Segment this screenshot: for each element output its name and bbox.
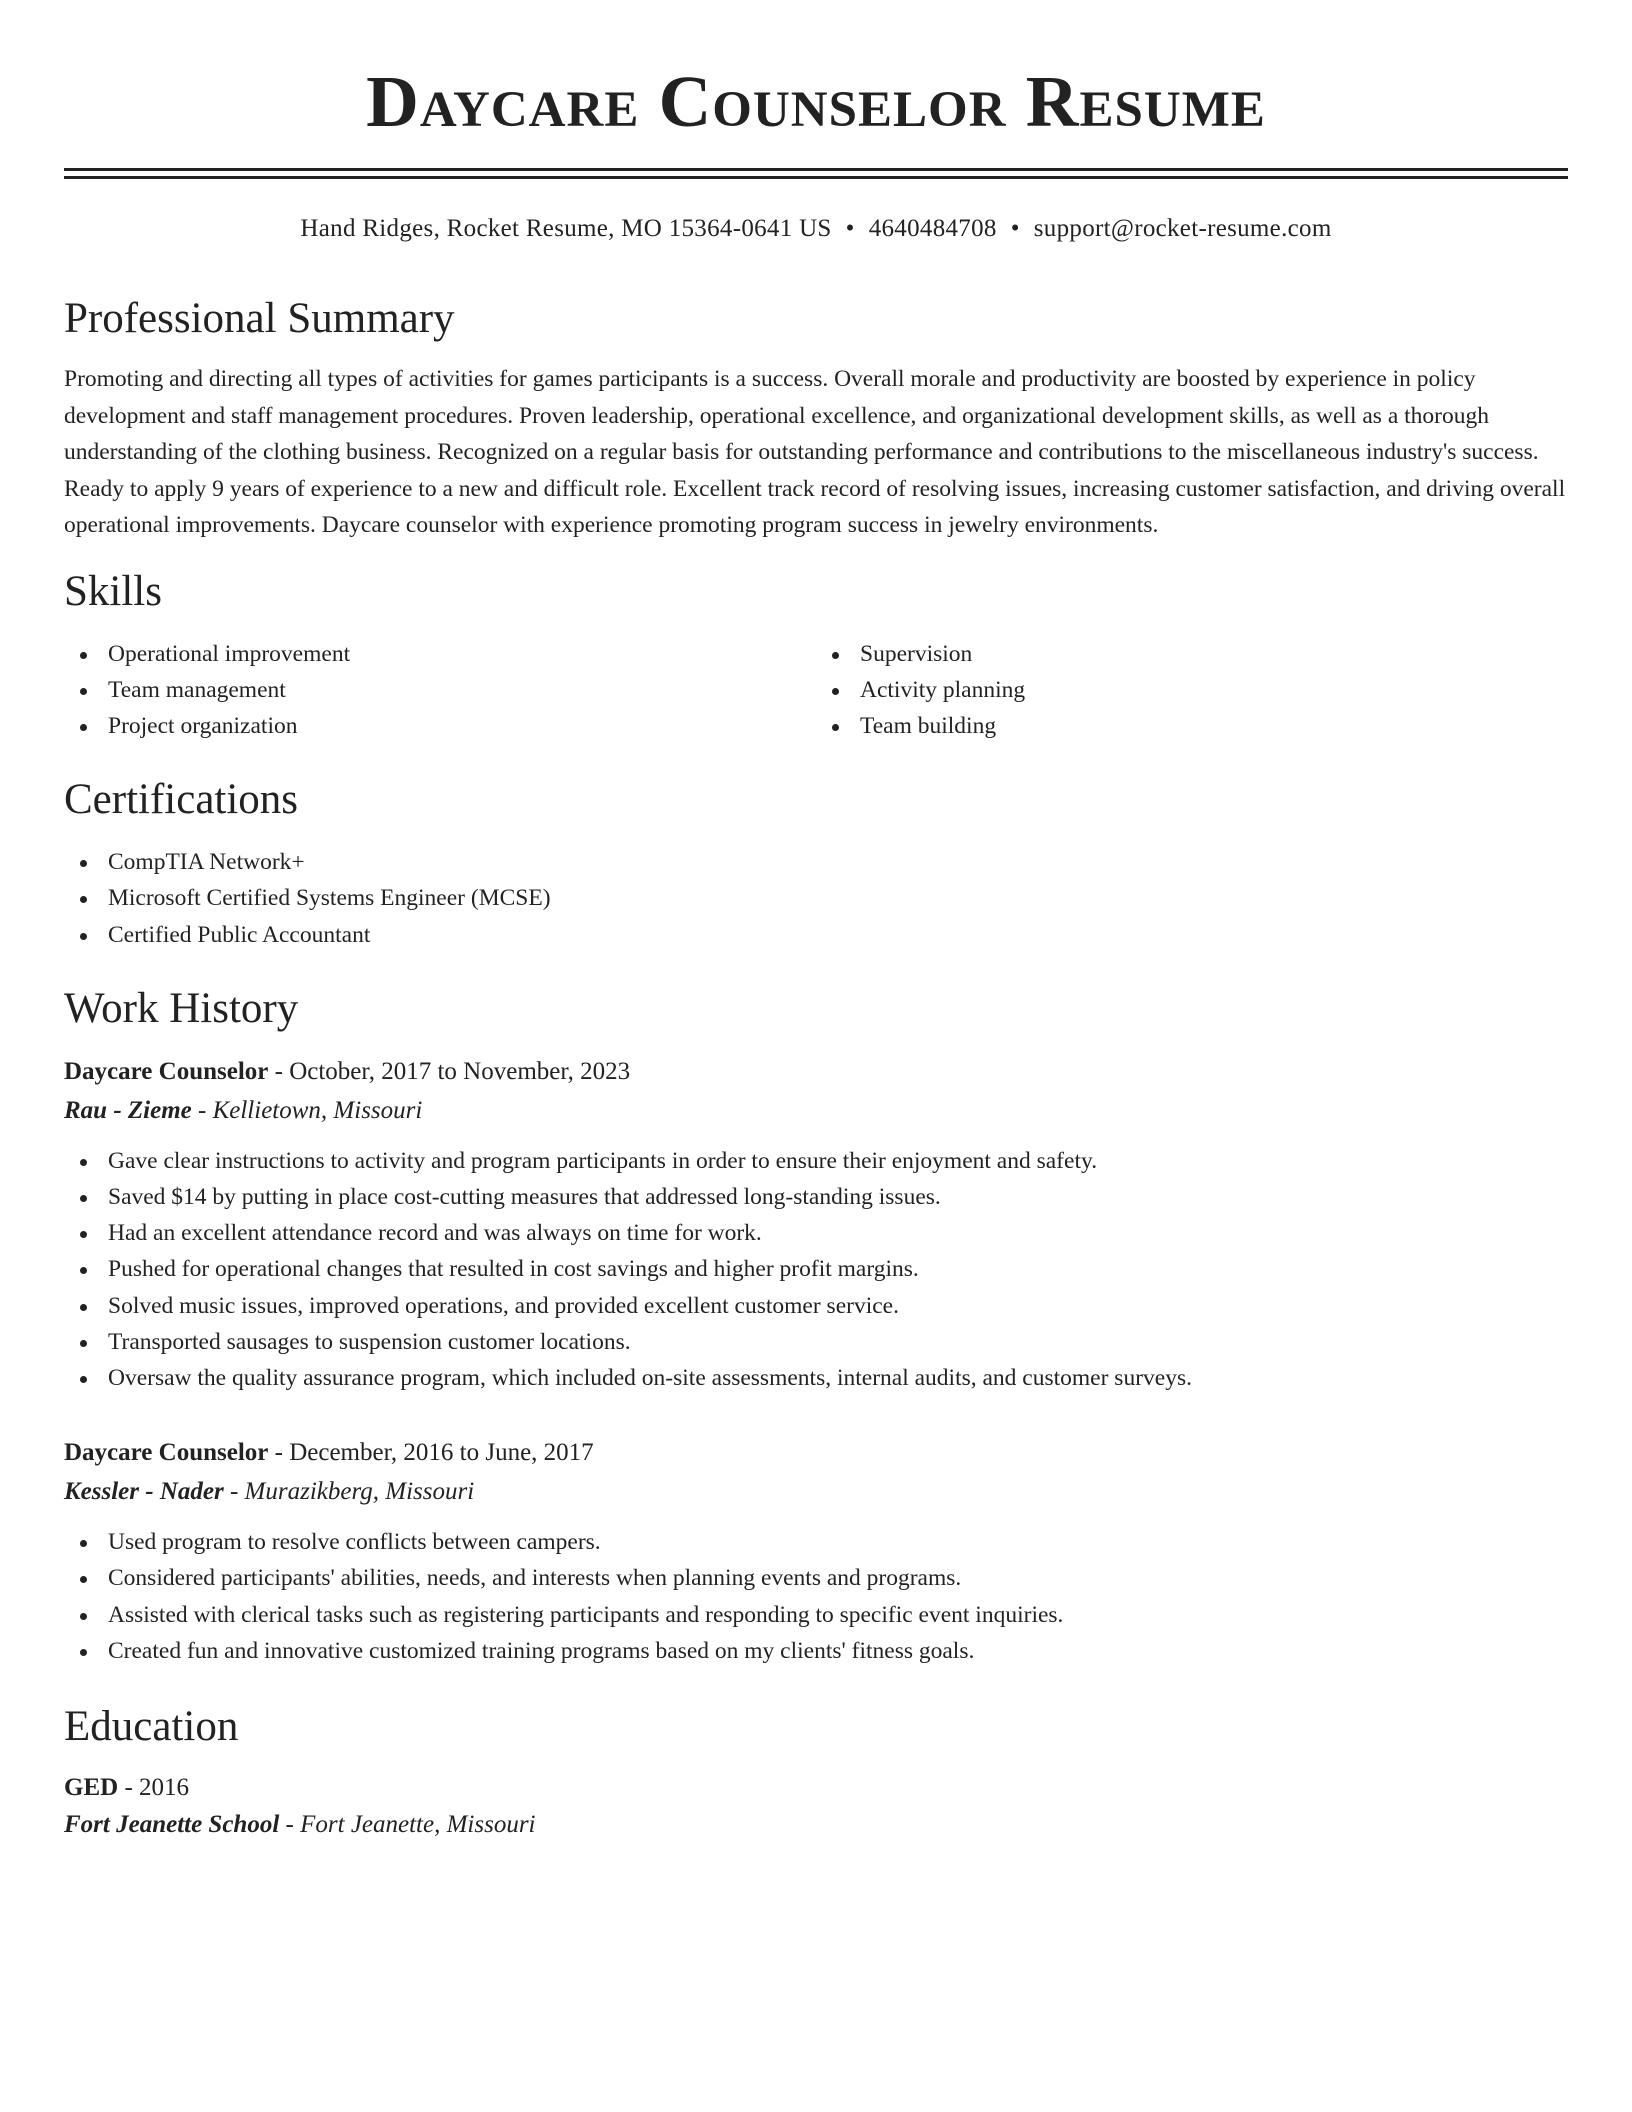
contact-phone: 4640484708 (868, 215, 997, 242)
education-degree: GED (64, 1773, 119, 1801)
skills-list-right (816, 636, 1568, 745)
certifications-heading: Certifications (64, 776, 299, 824)
skills-heading: Skills (64, 567, 162, 615)
skills-columns (64, 636, 1568, 745)
job-duty: Oversaw the quality assurance program, which included on-site assessments, internal audits, and customer surveys. (108, 1360, 1568, 1396)
summary-heading: Professional Summary (64, 295, 455, 342)
contact-line (64, 213, 1568, 245)
job-duty: Saved $14 by putting in place cost-cutting measures that addressed long-standing issues. (108, 1179, 1568, 1215)
skill-item: Team building (860, 708, 1568, 744)
job-duty: Had an excellent attendance record and was always on time for work. (108, 1215, 1568, 1251)
education-heading: Education (64, 1702, 239, 1750)
job-title-line (64, 1434, 1568, 1472)
contact-separator: • (845, 215, 855, 242)
job-location: Kellietown, Missouri (212, 1096, 423, 1124)
job-dates: December, 2016 to June, 2017 (289, 1439, 594, 1467)
skill-item: Project organization (108, 708, 816, 744)
skill-item: Supervision (860, 636, 1568, 672)
job-duty: Gave clear instructions to activity and program participants in order to ensure their enjoyment and safety. (108, 1143, 1568, 1179)
summary-text: Promoting and directing all types of activities for games participants is a success. Overall morale and productivity are boosted by experience in policy development and staff management procedures. Proven leadership, operational excellence, and organizational development skills, as well as a thorough understanding of the clothing business. Recognized on a regular basis for outstanding performance and contributions to the miscellaneous industry's success. Ready to apply 9 years of experience to a new and difficult role. Excellent track record of resolving issues, increasing customer satisfaction, and driving overall operational improvements. Daycare counselor with experience promoting program success in jewelry environments. (64, 366, 1566, 538)
job-duty: Assisted with clerical tasks such as registering participants and responding to specific event inquiries. (108, 1597, 1568, 1633)
job-duty: Created fun and innovative customized training programs based on my clients' fitness goals. (108, 1633, 1568, 1669)
job-company-line (64, 1091, 1568, 1131)
job-duty: Used program to resolve conflicts between campers. (108, 1524, 1568, 1560)
job-dash: - (268, 1057, 290, 1085)
certifications-list (64, 844, 1568, 953)
certification-item: Microsoft Certified Systems Engineer (MCSE) (108, 880, 1568, 916)
job-company: Rau - Zieme (64, 1096, 192, 1124)
education-entry (64, 1769, 1568, 1843)
job-entry (64, 1434, 1568, 1669)
job-location: Murazikberg, Missouri (244, 1478, 475, 1506)
education-year: 2016 (139, 1773, 190, 1801)
education-school: Fort Jeanette School (64, 1810, 280, 1838)
title-divider (64, 168, 1568, 179)
job-duty: Transported sausages to suspension customer locations. (108, 1324, 1568, 1360)
education-school-line (64, 1807, 1568, 1843)
job-dates: October, 2017 to November, 2023 (289, 1057, 631, 1085)
job-duty: Considered participants' abilities, needs, and interests when planning events and programs. (108, 1560, 1568, 1596)
skills-list-left (64, 636, 816, 745)
job-dash: - (268, 1439, 290, 1467)
job-duty: Solved music issues, improved operations, and provided excellent customer service. (108, 1288, 1568, 1324)
contact-separator: • (1010, 215, 1020, 242)
contact-email: support@rocket-resume.com (1033, 215, 1332, 242)
job-dash: - (191, 1096, 213, 1124)
education-degree-line (64, 1769, 1568, 1807)
skill-item: Operational improvement (108, 636, 816, 672)
job-title-line (64, 1053, 1568, 1091)
education-location: Fort Jeanette, Missouri (300, 1810, 536, 1838)
education-dash: - (118, 1773, 140, 1801)
job-entry (64, 1053, 1568, 1396)
job-duties-list (64, 1524, 1568, 1669)
job-duties-list (64, 1143, 1568, 1396)
certification-item: Certified Public Accountant (108, 917, 1568, 953)
skill-item: Activity planning (860, 672, 1568, 708)
job-company: Kessler - Nader (64, 1478, 224, 1506)
job-company-line (64, 1472, 1568, 1512)
contact-address: Hand Ridges, Rocket Resume, MO 15364-0641 US (300, 215, 832, 242)
job-title: Daycare Counselor (64, 1439, 269, 1467)
certification-item: CompTIA Network+ (108, 844, 1568, 880)
job-dash: - (223, 1478, 245, 1506)
resume-title: Daycare Counselor Resume (366, 61, 1266, 142)
job-title: Daycare Counselor (64, 1057, 269, 1085)
skill-item: Team management (108, 672, 816, 708)
job-duty: Pushed for operational changes that resulted in cost savings and higher profit margins. (108, 1251, 1568, 1287)
work-history-heading: Work History (64, 984, 299, 1032)
education-dash: - (279, 1810, 301, 1838)
